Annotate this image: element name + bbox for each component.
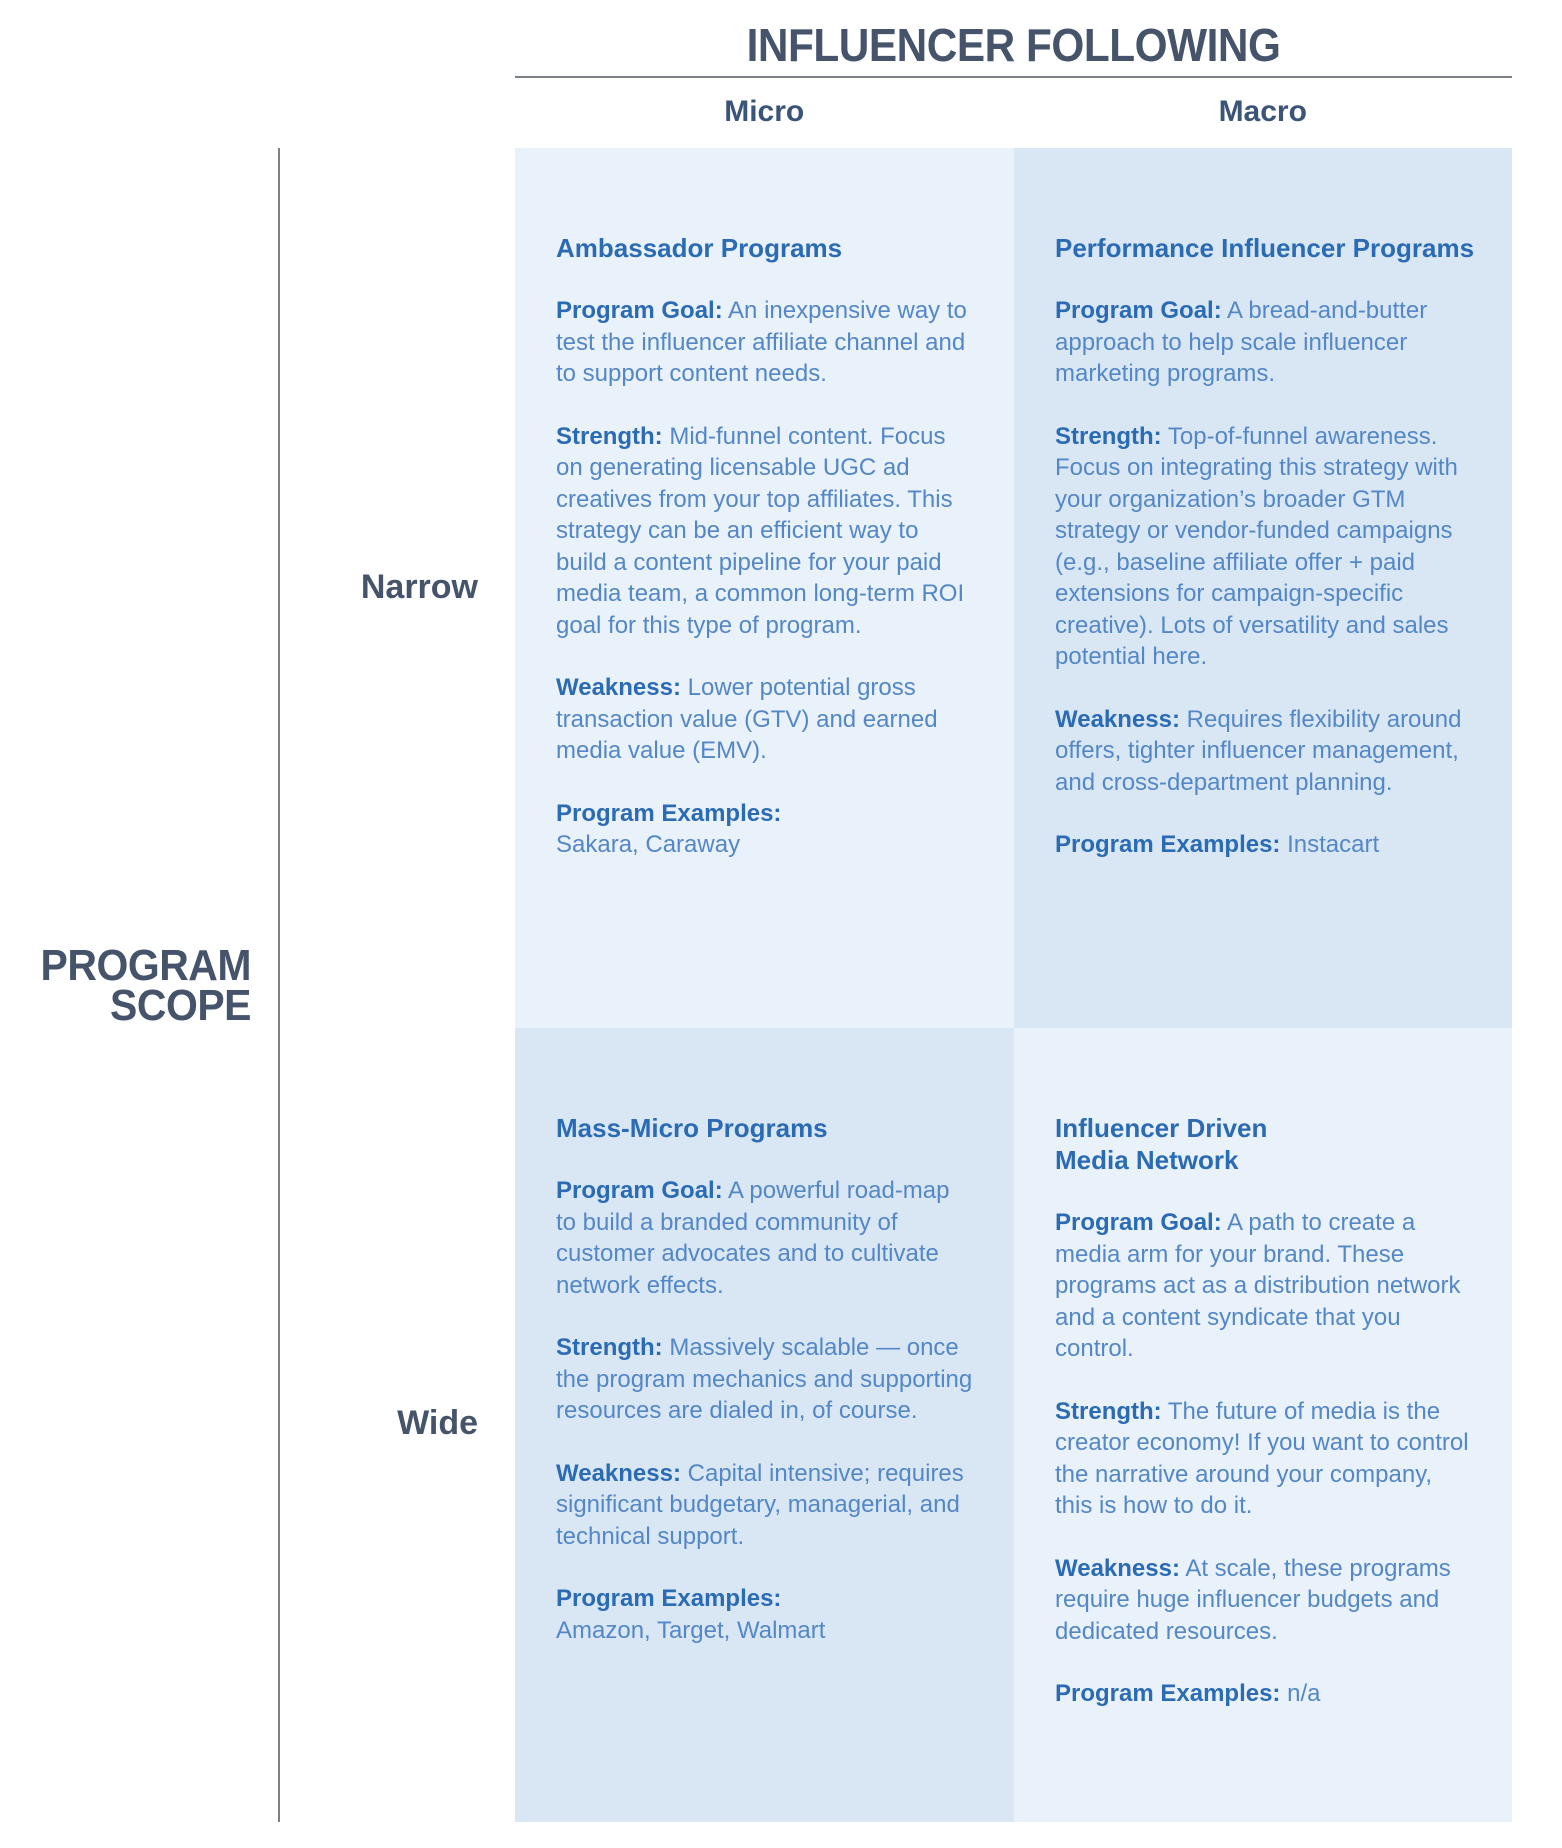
- column-labels: [515, 97, 1512, 127]
- cell-wide-micro: [515, 1028, 1014, 1822]
- cell-title: [1055, 232, 1475, 264]
- cell-title: [556, 232, 974, 264]
- cell-section: [1055, 1678, 1472, 1710]
- matrix-grid: [515, 148, 1512, 1822]
- section-text: Requires flexibility around offers, tighter influencer management, and cross-department planning.: [1055, 705, 1462, 796]
- column-label-micro: Micro: [724, 95, 805, 128]
- section-label: Program Examples:: [1055, 1680, 1281, 1707]
- section-label: Program Examples:: [1055, 831, 1281, 858]
- section-label: Program Goal:: [556, 1177, 723, 1204]
- section-text: Capital intensive; requires significant budgetary, managerial, and technical support.: [556, 1459, 964, 1550]
- section-text: Lower potential gross transaction value (GTV) and earned media value (EMV).: [556, 674, 938, 764]
- section-text: Instacart: [1287, 831, 1380, 858]
- x-axis-title: INFLUENCER FOLLOWING: [746, 19, 1281, 71]
- section-label: Program Goal:: [556, 297, 723, 324]
- section-text: An inexpensive way to test the influencer affiliate channel and to support content needs.: [556, 297, 967, 387]
- section-label: Weakness:: [556, 674, 681, 701]
- cell-section: [556, 421, 974, 642]
- y-axis-title: [18, 941, 252, 1030]
- cell-section: [1055, 295, 1472, 390]
- section-text: A path to create a media arm for your brand. These programs act as a distribution network and a content syndicate that you control.: [1055, 1209, 1461, 1362]
- cell-section: [556, 295, 974, 390]
- cell-section: [1055, 704, 1472, 799]
- cell-title-line: Performance Influencer Programs: [1055, 233, 1475, 263]
- section-label: Program Examples:: [556, 1585, 782, 1612]
- cell-wide-macro: [1014, 1028, 1512, 1822]
- section-label: Strength:: [1055, 422, 1162, 450]
- x-axis-rule: [515, 76, 1512, 78]
- section-text: A bread-and-butter approach to help scale influencer marketing programs.: [1055, 297, 1428, 387]
- section-label: Program Goal:: [1055, 297, 1222, 324]
- cell-title-line: Mass-Micro Programs: [556, 1113, 828, 1143]
- section-label: Strength:: [556, 1334, 663, 1361]
- section-label: Weakness:: [1055, 705, 1180, 733]
- section-label: Strength:: [1055, 1397, 1162, 1425]
- y-axis-title-line2: SCOPE: [110, 981, 251, 1030]
- section-label: Program Goal:: [1055, 1209, 1222, 1236]
- section-text: Top-of-funnel awareness. Focus on integrating this strategy with your organization’s broader GTM strategy or vendor-funded campaigns (e.g., baseline affiliate offer + paid extensions for campaign-specific creative). Lots of versatility and sales potential here.: [1055, 422, 1458, 670]
- section-label: Strength:: [556, 422, 663, 450]
- cell-section: [1055, 1553, 1472, 1648]
- section-text: Mid-funnel content. Focus on generating licensable UGC ad creatives from your top affiliates. This strategy can be an efficient way to build a content pipeline for your paid media team, a common long-term ROI goal for this type of program.: [556, 422, 965, 639]
- section-text: The future of media is the creator economy! If you want to control the narrative around your company, this is how to do it.: [1055, 1397, 1469, 1519]
- section-text: At scale, these programs require huge influencer budgets and dedicated resources.: [1055, 1554, 1451, 1645]
- cell-section: [1055, 1207, 1472, 1365]
- cell-section: [556, 1458, 974, 1553]
- cell-section: [556, 798, 974, 861]
- cell-section: [1055, 829, 1472, 861]
- section-text: Amazon, Target, Walmart: [556, 1616, 826, 1644]
- row-label-wide: Wide: [397, 1404, 478, 1442]
- cell-title: [556, 1112, 974, 1144]
- cell-section: [1055, 1396, 1472, 1522]
- cell-section: [556, 1332, 974, 1427]
- section-label: Weakness:: [556, 1459, 681, 1487]
- y-axis-rule: [278, 148, 280, 1822]
- cell-section: [556, 1175, 974, 1301]
- cell-section: [1055, 421, 1472, 673]
- y-axis-title-line1: PROGRAM: [40, 941, 252, 990]
- cell-section: [556, 1583, 974, 1646]
- section-label: Weakness:: [1055, 1554, 1180, 1582]
- section-label: Program Examples:: [556, 799, 782, 827]
- section-text: Massively scalable — once the program mechanics and supporting resources are dialed in, of course.: [556, 1334, 973, 1424]
- cell-narrow-macro: [1014, 148, 1512, 1028]
- section-text: n/a: [1287, 1680, 1321, 1707]
- cell-title-line: Media Network: [1055, 1145, 1239, 1175]
- cell-title-line: Influencer Driven: [1055, 1113, 1268, 1143]
- row-label-narrow: Narrow: [360, 568, 478, 606]
- column-label-macro: Macro: [1218, 95, 1307, 128]
- section-text: A powerful road-map to build a branded community of customer advocates and to cultivate network effects.: [556, 1177, 950, 1299]
- cell-title-line: Ambassador Programs: [556, 233, 843, 263]
- cell-title: [1055, 1112, 1472, 1176]
- cell-narrow-micro: [515, 148, 1014, 1028]
- cell-section: [556, 672, 974, 767]
- section-text: Sakara, Caraway: [556, 831, 741, 858]
